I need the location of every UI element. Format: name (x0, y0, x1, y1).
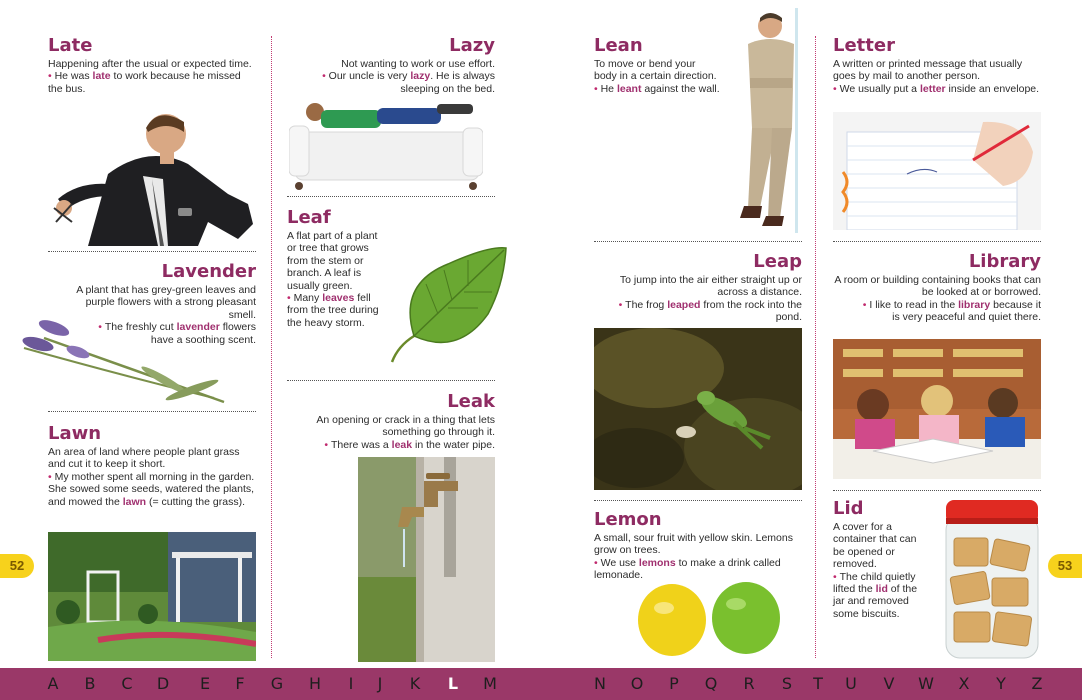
example: • My mother spent all morning in the garden. She sowed some seeds, watered the plants, and mowed the lawn (= cutting the grass). (48, 470, 255, 508)
headword: Lid (833, 498, 864, 519)
headword: Letter (833, 35, 895, 56)
alphabet-letter-y[interactable]: Y (996, 674, 1006, 693)
row-divider (833, 241, 1041, 242)
alphabet-letter-h[interactable]: H (308, 674, 322, 693)
example: • He leant against the wall. (594, 82, 720, 95)
entry-lemon (594, 509, 804, 582)
garden-lawn-image (48, 532, 256, 661)
leaking-tap-image (358, 457, 495, 662)
headword: Lavender (161, 261, 256, 282)
definition: Happening after the usual or expected time. (48, 58, 252, 70)
entry-library (833, 251, 1041, 324)
headword: Lemon (594, 509, 662, 530)
example: • Many leaves fell from the tree during the heavy storm. (287, 292, 379, 329)
entry-lid (833, 498, 925, 620)
definition: A cover for a container that can be opened or removed. (833, 521, 917, 571)
row-divider (287, 196, 495, 197)
alphabet-letter-i[interactable]: I (348, 674, 354, 693)
alphabet-letter-q[interactable]: Q (704, 674, 718, 693)
frog-in-pond-image (594, 328, 802, 490)
headword: Lean (594, 35, 643, 56)
definition: A plant that has grey-green leaves and purple flowers with a strong pleasant smell. (76, 284, 256, 321)
example: • We usually put a letter inside an envelope. (833, 82, 1040, 95)
alphabet-letter-d[interactable]: D (156, 674, 170, 693)
alphabet-letter-w[interactable]: W (918, 674, 934, 693)
headword: Leap (753, 251, 802, 272)
headword: Lazy (449, 35, 495, 56)
alphabet-bar (0, 668, 1082, 700)
alphabet-letter-o[interactable]: O (630, 674, 644, 693)
page-number-right: 53 (1048, 554, 1082, 578)
example: • We use lemons to make a drink called lemonade. (594, 556, 781, 582)
lemon-and-lime-image (636, 580, 782, 658)
children-reading-library-image (833, 339, 1041, 479)
green-leaf-image (388, 244, 510, 368)
example: • The frog leaped from the rock into the pond. (618, 298, 802, 324)
headword: Library (968, 251, 1041, 272)
example: • He was late to work because he missed the bus. (48, 70, 241, 95)
alphabet-letter-f[interactable]: F (235, 674, 245, 693)
alphabet-letter-e[interactable]: E (199, 674, 211, 693)
example: • There was a leak in the water pipe. (324, 438, 495, 451)
definition: An area of land where people plant grass and cut it to keep it short. (48, 446, 240, 471)
alphabet-letter-g[interactable]: G (270, 674, 284, 693)
entry-letter (833, 35, 1043, 95)
alphabet-letter-r[interactable]: R (743, 674, 755, 693)
man-checking-watch-image (48, 104, 254, 246)
headword: Lawn (48, 423, 102, 444)
alphabet-letter-k[interactable]: K (409, 674, 421, 693)
alphabet-letter-b[interactable]: B (84, 674, 96, 693)
definition: To jump into the air either straight up or across a distance. (619, 274, 802, 299)
page-number-left: 52 (0, 554, 34, 578)
alphabet-letter-a[interactable]: A (47, 674, 59, 693)
alphabet-letter-j[interactable]: J (377, 674, 383, 693)
alphabet-letter-u[interactable]: U (845, 674, 857, 693)
row-divider (287, 380, 495, 381)
example: • Our uncle is very lazy. He is always sleeping on the bed. (322, 70, 495, 95)
alphabet-letter-v[interactable]: V (883, 674, 895, 693)
example: • The child quietly lifted the lid of the jar and removed some biscuits. (833, 570, 918, 620)
alphabet-letter-c[interactable]: C (121, 674, 133, 693)
biscuit-jar-image (940, 498, 1044, 660)
headword: Late (48, 35, 93, 56)
example: • I like to read in the library because it is very peaceful and quiet there. (862, 298, 1041, 324)
alphabet-letter-n[interactable]: N (594, 674, 606, 693)
row-divider (594, 500, 802, 501)
entry-leak (287, 391, 495, 451)
definition: Not wanting to work or use effort. (341, 58, 495, 70)
man-leaning-on-wall-image (700, 8, 802, 233)
definition: A written or printed message that usually goes by mail to another person. (833, 58, 1023, 83)
alphabet-letter-p[interactable]: P (669, 674, 679, 693)
lavender-sprig-image (14, 310, 232, 410)
example: • The freshly cut lavender flowers have a soothing scent. (98, 321, 256, 346)
alphabet-letter-m[interactable]: M (483, 674, 497, 693)
definition: A flat part of a plant or tree that grows from the stem or branch. A leaf is usually green. (287, 230, 378, 292)
headword: Leaf (287, 207, 331, 228)
definition: To move or bend your body in a certain direction. (594, 58, 717, 83)
row-divider (594, 241, 802, 242)
definition: A small, sour fruit with yellow skin. Lemons grow on trees. (594, 532, 793, 557)
definition: A room or building containing books that can be looked at or borrowed. (834, 274, 1041, 299)
row-divider (48, 411, 256, 412)
entry-leap (594, 251, 802, 324)
alphabet-letter-z[interactable]: Z (1031, 674, 1043, 693)
alphabet-letter-l[interactable]: L (447, 674, 459, 693)
definition: An opening or crack in a thing that lets something go through it. (316, 414, 495, 439)
man-sleeping-on-sofa-image (289, 98, 483, 192)
column-divider-2 (815, 36, 816, 658)
writing-letter-image (833, 112, 1041, 230)
alphabet-letter-x[interactable]: X (958, 674, 970, 693)
entry-lazy (287, 35, 495, 95)
alphabet-letter-t[interactable]: T (813, 674, 823, 693)
alphabet-letter-s[interactable]: S (781, 674, 793, 693)
headword: Leak (447, 391, 495, 412)
column-divider-1 (271, 36, 272, 658)
entry-late (48, 35, 258, 95)
row-divider (833, 490, 1041, 491)
entry-lawn (48, 423, 258, 508)
entry-leaf (287, 207, 387, 329)
row-divider (48, 251, 256, 252)
